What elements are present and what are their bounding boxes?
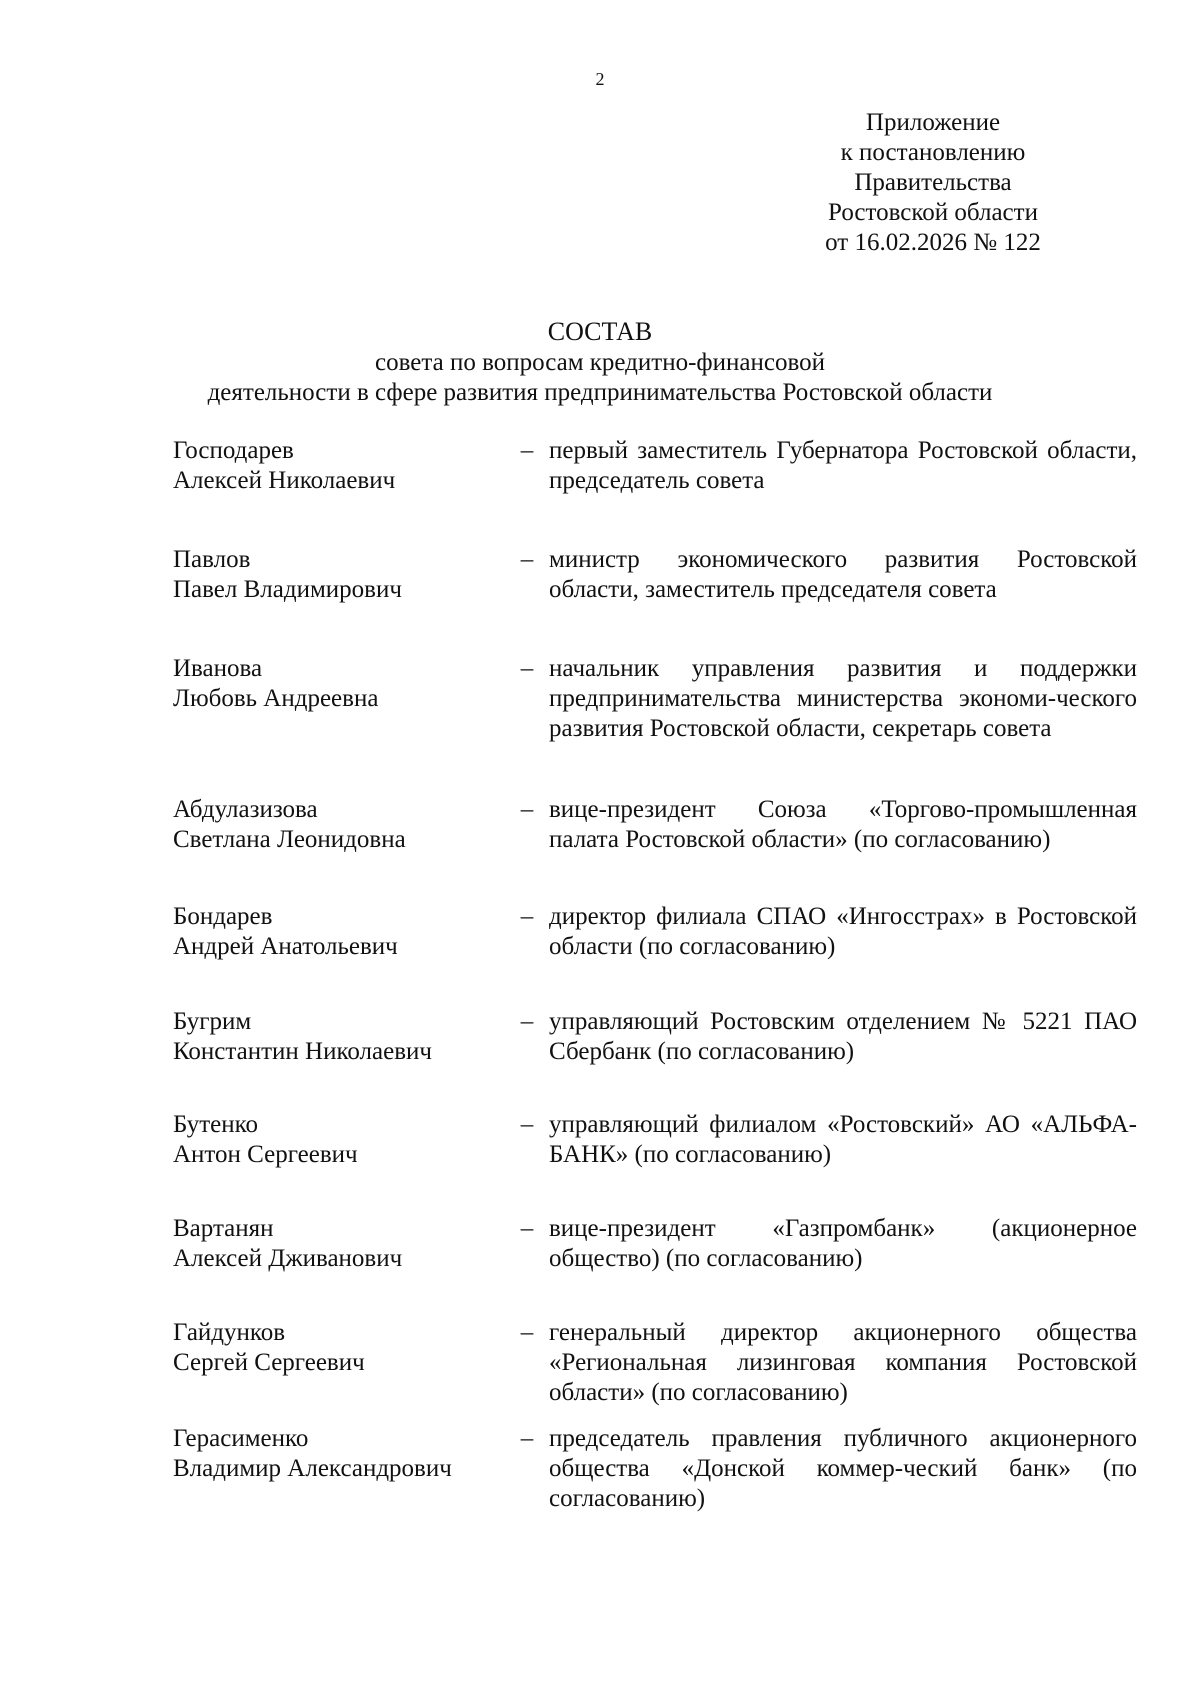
title-line: совета по вопросам кредитно-финансовой [375,349,825,376]
member-surname: Иванова [173,655,263,682]
member-name [173,436,513,496]
member-role: первый заместитель Губернатора Ростовской области, председатель совета [549,437,1137,494]
member-surname: Бондарев [173,903,273,930]
member-role: управляющий филиалом «Ростовский» АО «АЛЬФА-БАНК» (по согласованию) [549,1111,1137,1168]
member-given-names: Антон Сергеевич [173,1141,358,1168]
dash-separator: – [520,796,534,823]
member-name [173,1110,513,1170]
dash-separator: – [520,655,534,682]
member-given-names: Павел Владимирович [173,576,402,603]
member-surname: Господарев [173,437,294,464]
appendix-line: Ростовской области [828,199,1038,226]
member-surname: Герасименко [173,1425,309,1452]
appendix-block [778,108,1088,258]
member-name [173,795,513,855]
member-surname: Бутенко [173,1111,259,1138]
document-title [0,316,1200,408]
member-role: вице-президент Союза «Торгово-промышленная палата Ростовской области» (по согласованию) [549,796,1137,853]
member-role: председатель правления публичного акционерного общества «Донской коммер-ческий банк» (по согласованию) [549,1425,1137,1512]
dash-separator: – [520,903,534,930]
appendix-line: Приложение [865,109,1001,136]
dash-separator: – [520,1425,534,1452]
member-name [173,545,513,605]
member-surname: Абдулазизова [173,796,318,823]
member-role: генеральный директор акционерного общества «Региональная лизинговая компания Ростовской области» (по согласованию) [549,1319,1137,1406]
dash-separator: – [520,546,534,573]
appendix-line: Правительства [854,169,1012,196]
dash-separator: – [520,437,534,464]
member-role: начальник управления развития и поддержки предпринимательства министерства экономи-ческого развития Ростовской области, секретарь совета [549,655,1137,742]
member-name [173,1318,513,1378]
member-role: министр экономического развития Ростовской области, заместитель председателя совета [549,546,1137,603]
dash-separator: – [520,1319,534,1346]
member-given-names: Алексей Николаевич [173,467,396,494]
member-given-names: Сергей Сергеевич [173,1349,365,1376]
member-name [173,1007,513,1067]
dash-separator: – [520,1215,534,1242]
appendix-line: к постановлению [840,139,1026,166]
member-given-names: Константин Николаевич [173,1038,432,1065]
member-surname: Павлов [173,546,251,573]
member-role: директор филиала СПАО «Ингосстрах» в Ростовской области (по согласованию) [549,903,1137,960]
member-given-names: Любовь Андреевна [173,685,379,712]
member-name [173,654,513,714]
member-role: вице-президент «Газпромбанк» (акционерное общество) (по согласованию) [549,1215,1137,1272]
member-surname: Бугрим [173,1008,252,1035]
member-given-names: Светлана Леонидовна [173,826,406,853]
title-heading: СОСТАВ [547,317,653,346]
member-given-names: Владимир Александрович [173,1455,452,1482]
member-role: управляющий Ростовским отделением № 5221 ПАО Сбербанк (по согласованию) [549,1008,1137,1065]
appendix-line: от 16.02.2026 № 122 [825,229,1041,256]
member-given-names: Алексей Дживанович [173,1245,403,1272]
dash-separator: – [520,1111,534,1138]
member-given-names: Андрей Анатольевич [173,933,398,960]
member-surname: Вартанян [173,1215,274,1242]
member-surname: Гайдунков [173,1319,286,1346]
member-name [173,902,513,962]
member-name [173,1214,513,1274]
title-line: деятельности в сфере развития предпринимательства Ростовской области [207,379,993,406]
dash-separator: – [520,1008,534,1035]
page-number: 2 [595,69,605,89]
member-name [173,1424,513,1484]
